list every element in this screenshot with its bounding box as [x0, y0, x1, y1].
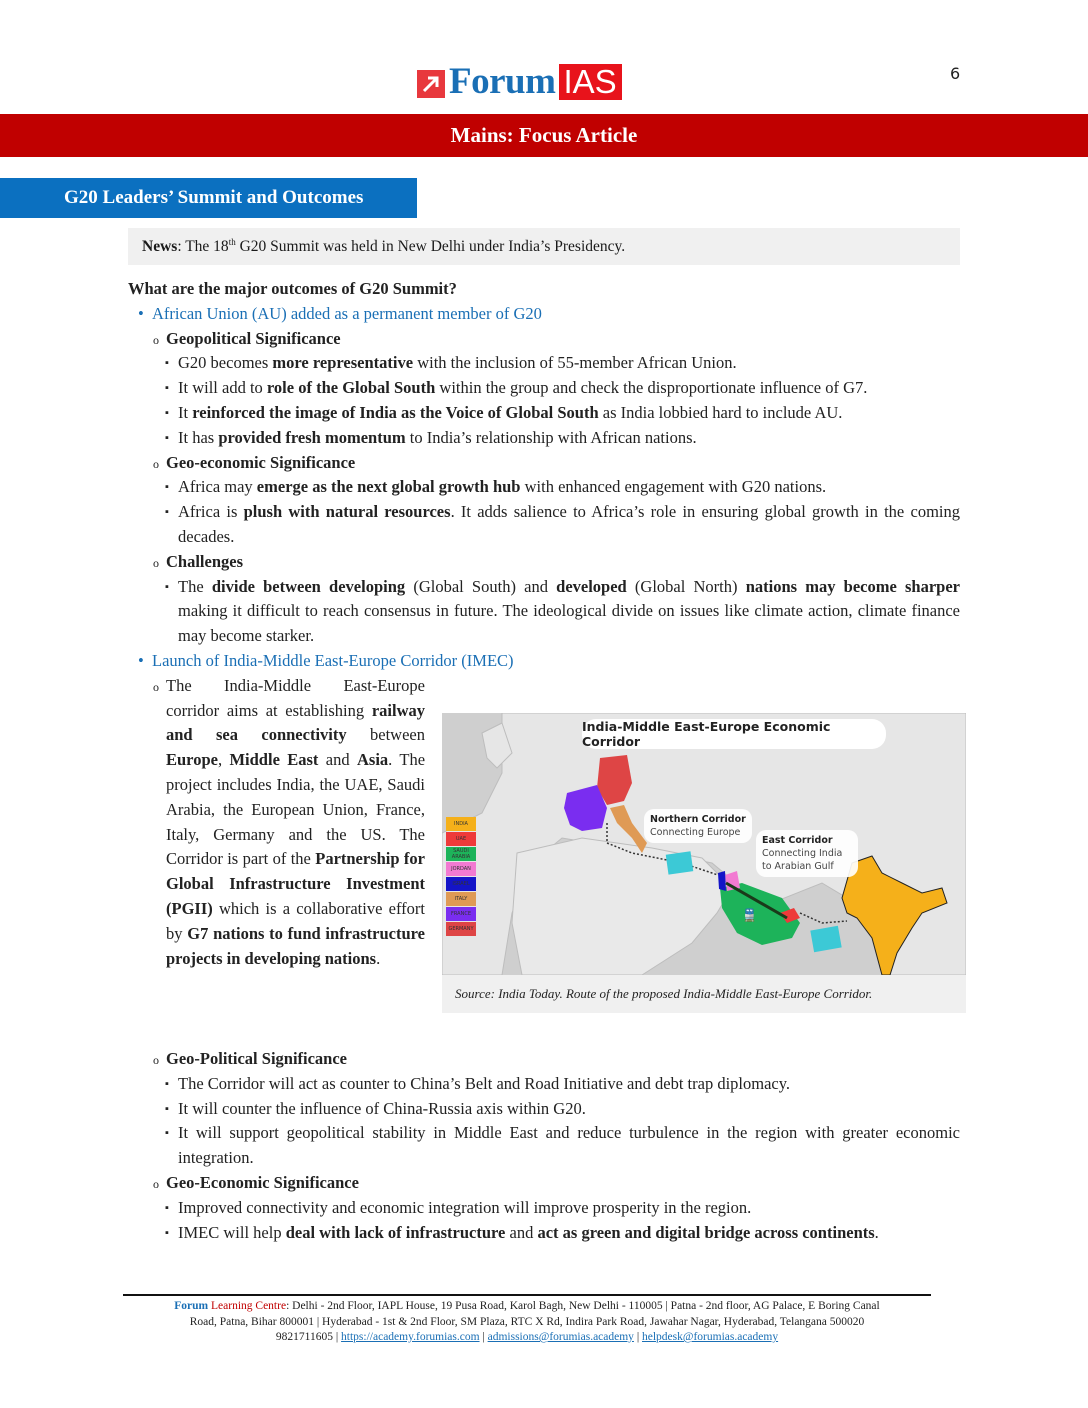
- text: . The project includes India, the UAE, Saudi Arabia, the European Union, France, Italy, Germany and the US. The Corridor is part of the: [166, 750, 426, 869]
- map-graphic: [442, 713, 966, 975]
- text: G20 becomes: [178, 353, 273, 373]
- logo-forum-text: Forum: [449, 61, 556, 102]
- israel-shape: [718, 871, 726, 891]
- text: It has: [178, 427, 219, 447]
- bold-text: act as green and digital bridge across continents: [537, 1222, 875, 1242]
- subsection-heading: o Challenges: [152, 550, 960, 575]
- bold-text: provided fresh momentum: [218, 427, 406, 447]
- bold-text: G7 nations to fund infrastructure projects in developing nations: [166, 923, 426, 968]
- article-title-block: [0, 178, 417, 218]
- news-label: News: [142, 238, 178, 255]
- text: It will support geopolitical stability in Middle East and reduce turbulence in the region with greater economic integration.: [178, 1123, 960, 1168]
- text: with enhanced engagement with G20 nations.: [520, 477, 827, 497]
- text: It will counter the influence of China-Russia axis within G20.: [178, 1098, 586, 1118]
- imec-map-figure: [442, 713, 966, 1013]
- footer-link-website[interactable]: https://academy.forumias.com: [341, 1331, 480, 1343]
- list-item: [165, 500, 960, 550]
- legend-item: ISRAEL: [446, 877, 476, 891]
- east-corridor-title: East Corridor: [762, 835, 833, 846]
- legend-item: GERMANY: [446, 922, 476, 936]
- footer-link-admissions[interactable]: admissions@forumias.academy: [487, 1331, 634, 1343]
- figure-caption: [442, 975, 966, 1013]
- bold-text: Europe: [166, 750, 218, 770]
- bold-text: nations may become sharper: [745, 576, 960, 596]
- bold-text: Partnership for Global Infrastructure Investment (PGII): [166, 849, 425, 918]
- text: which is a collaborative effort by: [166, 898, 425, 943]
- news-box: [128, 228, 960, 265]
- east-corridor-callout: [756, 830, 858, 877]
- text: The India-Middle East-Europe corridor aims at establishing: [166, 675, 425, 720]
- text: making it difficult to reach consensus in future. The ideological divide on issues like climate action, climate finance may become starker.: [178, 601, 960, 646]
- bold-text: developed: [556, 576, 627, 596]
- list-item: [165, 475, 960, 500]
- bold-text: plush with natural resources: [243, 502, 451, 522]
- text: It will add to: [178, 378, 267, 398]
- legend-item: INDIA: [446, 817, 476, 831]
- text: as India lobbied hard to include AU.: [598, 402, 843, 422]
- banner-title: Mains: Focus Article: [450, 123, 638, 147]
- bold-text: more representative: [272, 353, 414, 373]
- list-item: [165, 1121, 960, 1171]
- text: .: [874, 1222, 879, 1242]
- footer-address-2: Road, Patna, Bihar 800001 | Hyderabad - 1st & 2nd Floor, SM Plaza, RTC X Rd, Indira Park Road, Jawahar Nagar, Hyderabad, Telangana 500020: [189, 1315, 865, 1328]
- footer-address-1: Delhi - 2nd Floor, IAPL House, 19 Pusa Road, Karol Bagh, New Delhi - 110005 | Patna - 2nd floor, AG Palace, E Boring Canal: [289, 1300, 880, 1312]
- bold-text: railway and sea connectivity: [166, 700, 425, 745]
- section-au-body: [128, 327, 960, 649]
- subsection-heading: o Geo-Political Significance: [152, 1047, 960, 1072]
- footer-brand-forum: Forum: [174, 1300, 209, 1312]
- map-title: India-Middle East-Europe Economic Corridor: [582, 719, 886, 749]
- list-item: [165, 1097, 960, 1122]
- text: The Corridor will act as counter to China’s Belt and Road Initiative and debt trap diplomacy.: [178, 1073, 791, 1093]
- text: within the group and check the disproportionate influence of G7.: [435, 378, 868, 398]
- news-sup: th: [228, 237, 236, 247]
- text: . It adds salience to Africa’s role in ensuring global growth in the coming decades.: [178, 502, 960, 546]
- legend-item: JORDAN: [446, 862, 476, 876]
- text: (Global North): [626, 576, 746, 596]
- text: ,: [217, 750, 230, 770]
- northern-corridor-title: Northern Corridor: [650, 814, 746, 825]
- text: Improved connectivity and economic integration will improve prosperity in the region.: [178, 1197, 752, 1217]
- caption-text: Source: India Today. Route of the proposed India-Middle East-Europe Corridor.: [455, 986, 873, 1001]
- list-item: [165, 1072, 960, 1097]
- footer-divider: [123, 1294, 931, 1296]
- footer: Forum Learning Centre: Delhi - 2nd Floor, IAPL House, 19 Pusa Road, Karol Bagh, New Delhi - 110005 | Patna - 2nd floor, AG Palace, E Boring Canal Road, Patna, Bihar 800001 | Hyderabad - 1st & 2nd Floor, SM Plaza, RTC X Rd, Indira Park Road, Jawahar Nagar, Hyderabad, Telangana 500020 9821711605 | https://academy.forumias.com | admissions@forumias.academy | helpdesk@forumias.academy: [123, 1299, 931, 1346]
- article-title: G20 Leaders’ Summit and Outcomes: [64, 187, 364, 208]
- list-item: [165, 401, 960, 426]
- text: and: [318, 750, 357, 770]
- text: It: [178, 402, 193, 422]
- footer-brand-lc: Learning Centre: [208, 1300, 287, 1312]
- legend-item: FRANCE: [446, 907, 476, 921]
- text: with the inclusion of 55-member African Union.: [413, 353, 737, 373]
- subsection-heading: o Geo-Economic Significance: [152, 1171, 960, 1196]
- article-body-bottom: [128, 1047, 960, 1245]
- text: and: [505, 1222, 538, 1242]
- section-heading: • African Union (AU) added as a permanent member of G20: [138, 302, 960, 327]
- text: to India’s relationship with African nations.: [405, 427, 697, 447]
- bold-text: role of the Global South: [266, 378, 436, 398]
- text: Africa is: [178, 502, 244, 522]
- footer-phone: 9821711605: [275, 1331, 333, 1343]
- news-text-before: : The 18: [177, 238, 229, 255]
- arrow-up-right-icon: [417, 70, 445, 98]
- list-item: [165, 351, 960, 376]
- text: .: [376, 948, 381, 968]
- ship-icon: [666, 851, 694, 874]
- text: IMEC will help: [178, 1222, 286, 1242]
- section-banner: [0, 114, 1088, 157]
- section-heading: • Launch of India-Middle East-Europe Corridor (IMEC): [138, 649, 960, 674]
- bold-text: emerge as the next global growth hub: [256, 477, 521, 497]
- list-item: [165, 376, 960, 401]
- forumias-logo: [417, 61, 622, 102]
- legend-item: UAE: [446, 832, 476, 846]
- subsection-heading: o Geo-economic Significance: [152, 451, 960, 476]
- northern-corridor-callout: [644, 809, 752, 843]
- list-item: [165, 426, 960, 451]
- imec-intro-text: [152, 674, 425, 972]
- bold-text: deal with lack of infrastructure: [285, 1222, 506, 1242]
- bold-text: Middle East: [229, 750, 319, 770]
- section-imec-body: [128, 1047, 960, 1245]
- bold-text: Asia: [357, 750, 389, 770]
- text: (Global South) and: [405, 576, 557, 596]
- list-item: [165, 575, 960, 649]
- logo-ias-text: IAS: [559, 64, 621, 100]
- list-item: [165, 1196, 960, 1221]
- legend-item: ITALY: [446, 892, 476, 906]
- map-legend: [446, 817, 476, 937]
- footer-link-helpdesk[interactable]: helpdesk@forumias.academy: [642, 1331, 779, 1343]
- bold-text: divide between developing: [211, 576, 406, 596]
- news-text-after: G20 Summit was held in New Delhi under India’s Presidency.: [235, 238, 626, 255]
- footer-colon: :: [286, 1300, 290, 1312]
- text: Africa may: [178, 477, 257, 497]
- legend-item: SAUDI ARABIA: [446, 847, 476, 861]
- east-corridor-sub: Connecting India to Arabian Gulf: [762, 848, 843, 872]
- question-heading: What are the major outcomes of G20 Summit?: [128, 279, 457, 298]
- subsection-heading: o Geopolitical Significance: [152, 327, 960, 352]
- text: between: [346, 725, 425, 745]
- text: The: [178, 576, 212, 596]
- bold-text: reinforced the image of India as the Voice of Global South: [192, 402, 599, 422]
- page-number: 6: [950, 64, 961, 83]
- list-item: [165, 1221, 960, 1246]
- train-icon: 🚆: [742, 908, 757, 922]
- imec-map: [442, 713, 966, 975]
- northern-corridor-sub: Connecting Europe: [650, 827, 741, 838]
